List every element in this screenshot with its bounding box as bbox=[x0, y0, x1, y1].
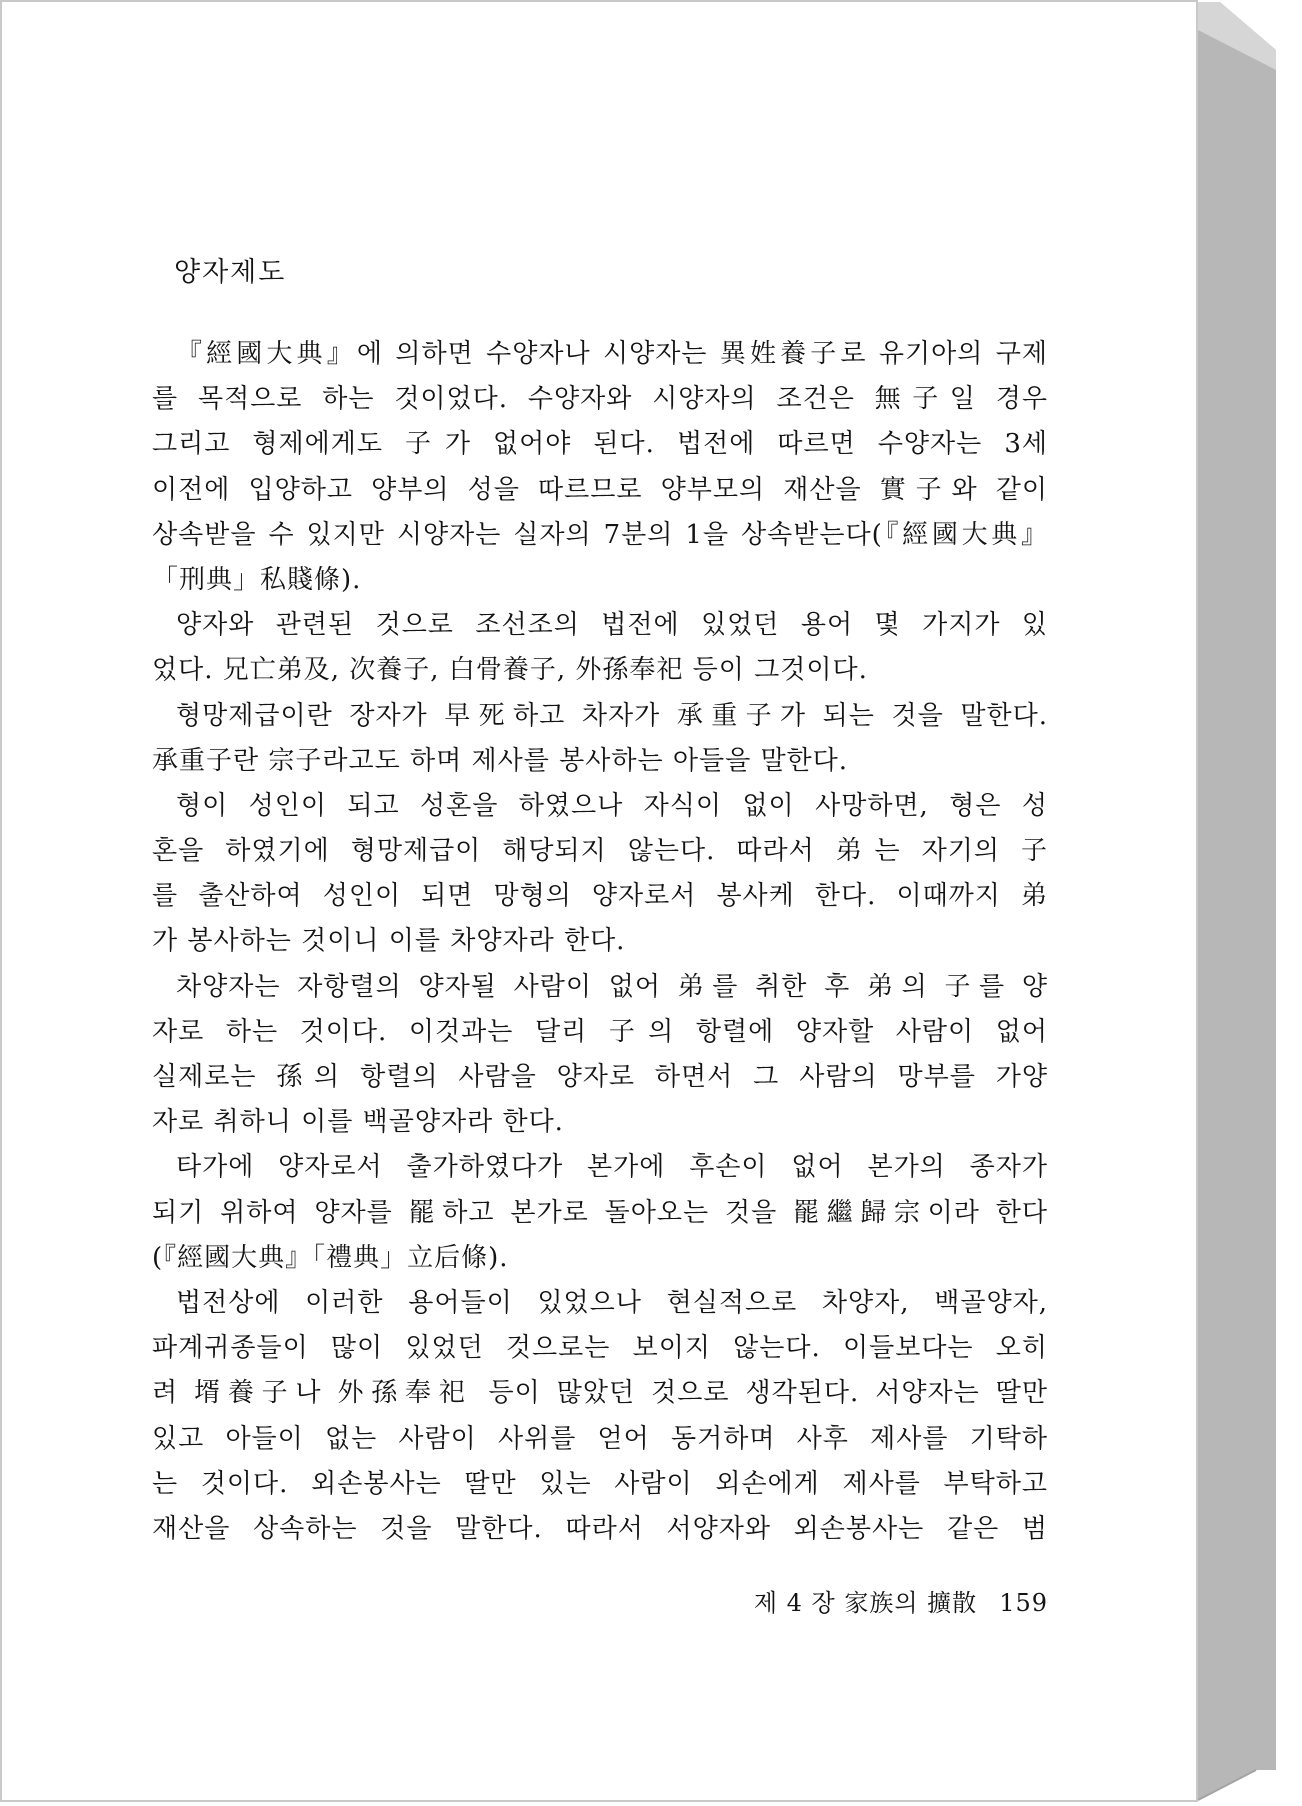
text-line: 자로 취하니 이를 백골양자라 한다. bbox=[152, 1107, 564, 1138]
text-line: 차양자는 자항렬의 양자될 사람이 없어 弟를 취한 후 弟의 子를 양 bbox=[176, 971, 1048, 1002]
running-header-chapter: 제 4 장 家族의 擴散 bbox=[753, 1589, 978, 1617]
text-line: 承重子란 宗子라고도 하며 제사를 봉사하는 아들을 말한다. bbox=[152, 745, 849, 776]
text-line: 자로 하는 것이다. 이것과는 달리 子의 항렬에 양자할 사람이 없어 bbox=[152, 1016, 1048, 1047]
body-text bbox=[152, 332, 1048, 1552]
text-line: 되기 위하여 양자를 罷하고 본가로 돌아오는 것을 罷繼歸宗이라 한다 bbox=[152, 1197, 1048, 1228]
text-line: 법전상에 이러한 용어들이 있었으나 현실적으로 차양자, 백골양자, bbox=[176, 1287, 1048, 1318]
text-line: 는 것이다. 외손봉사는 딸만 있는 사람이 외손에게 제사를 부탁하고 bbox=[152, 1468, 1048, 1499]
text-line: 재산을 상속하는 것을 말한다. 따라서 서양자와 외손봉사는 같은 범 bbox=[152, 1513, 1048, 1544]
text-line: 를 목적으로 하는 것이었다. 수양자와 시양자의 조건은 無子일 경우 bbox=[152, 384, 1048, 415]
text-line: 상속받을 수 있지만 시양자는 실자의 7분의 1을 상속받는다(『經國大典』 bbox=[152, 519, 1048, 550]
text-line: 혼을 하였기에 형망제급이 해당되지 않는다. 따라서 弟는 자기의 子 bbox=[152, 836, 1048, 867]
text-line: 형망제급이란 장자가 早死하고 차자가 承重子가 되는 것을 말한다. bbox=[176, 700, 1048, 731]
text-line: 가 봉사하는 것이니 이를 차양자라 한다. bbox=[152, 926, 626, 957]
text-line: 었다. 兄亡弟及, 次養子, 白骨養子, 外孫奉祀 등이 그것이다. bbox=[152, 655, 868, 686]
text-line: 형이 성인이 되고 성혼을 하였으나 자식이 없이 사망하면, 형은 성 bbox=[176, 790, 1048, 821]
text-line: 이전에 입양하고 양부의 성을 따르므로 양부모의 재산을 實子와 같이 bbox=[152, 474, 1048, 505]
text-line: (『經國大典』「禮典」立后條). bbox=[152, 1242, 509, 1273]
text-line: 타가에 양자로서 출가하였다가 본가에 후손이 없어 본가의 종자가 bbox=[176, 1152, 1048, 1183]
page-footer bbox=[754, 1583, 1048, 1618]
text-line: 를 출산하여 성인이 되면 망형의 양자로서 봉사케 한다. 이때까지 弟 bbox=[152, 881, 1048, 912]
text-line: 실제로는 孫의 항렬의 사람을 양자로 하면서 그 사람의 망부를 가양 bbox=[152, 1062, 1048, 1092]
text-line: 양자와 관련된 것으로 조선조의 법전에 있었던 용어 몇 가지가 있 bbox=[176, 610, 1048, 641]
text-line: 있고 아들이 없는 사람이 사위를 얻어 동거하며 사후 제사를 기탁하 bbox=[152, 1423, 1048, 1454]
text-line: 려 壻養子나 外孫奉祀 등이 많았던 것으로 생각된다. 서양자는 딸만 bbox=[152, 1378, 1048, 1409]
section-title: 양자제도 bbox=[174, 257, 287, 288]
text-line: 파계귀종들이 많이 있었던 것으로는 보이지 않는다. 이들보다는 오히 bbox=[152, 1333, 1048, 1364]
text-line: 그리고 형제에게도 子가 없어야 된다. 법전에 따르면 수양자는 3세 bbox=[152, 429, 1048, 460]
text-line: 『經國大典』에 의하면 수양자나 시양자는 異姓養子로 유기아의 구제 bbox=[176, 339, 1048, 369]
text-line: 「刑典」私賤條). bbox=[152, 564, 362, 595]
page-number: 159 bbox=[999, 1589, 1048, 1617]
